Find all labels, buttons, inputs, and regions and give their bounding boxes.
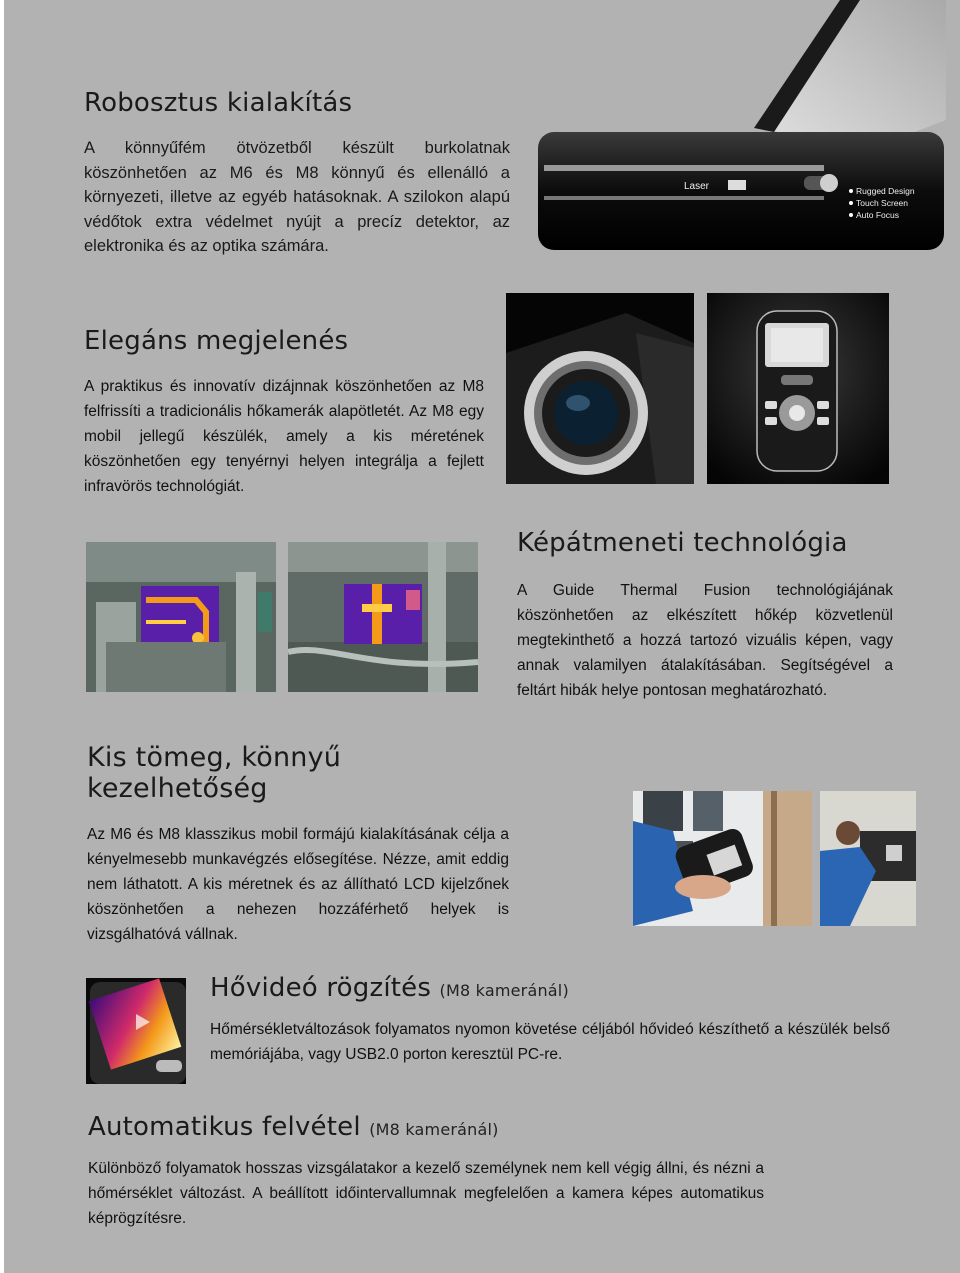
- handheld-device-photo: [707, 293, 889, 484]
- section-light: [87, 742, 509, 947]
- section-body: Hőmérsékletváltozások folyamatos nyomon követése céljából hővideó készíthető a készülék belső memóriájába, vagy USB2.0 porton keresztül PC-re.: [210, 1021, 890, 1063]
- section-body: A könnyűfém ötvözetből készült burkolatnak köszönhetően az M6 és M8 könnyű és ellenálló a környezeti, illetve az egyéb hatásoknak. A szilokon alapú védőtok extra védelmet nyújt a precíz detektor, az elektronika és az optika számára.: [84, 139, 510, 255]
- lens-photo: [506, 293, 694, 484]
- thermal-fusion-photo-2: [288, 542, 478, 692]
- feature-label: Auto Focus: [856, 210, 899, 220]
- section-title: Képátmeneti technológia: [517, 528, 848, 558]
- section-title-text: Automatikus felvétel: [88, 1112, 361, 1142]
- section-title: [210, 973, 890, 1003]
- feature-label: Rugged Design: [856, 186, 915, 196]
- laser-label: Laser: [684, 181, 710, 192]
- section-body: Az M6 és M8 klasszikus mobil formájú kialakításának célja a kényelmesebb munkavégzés elősegítése. Nézze, amit eddig nem láthatott. A kis méretnek és az állítható LCD kijelzőnek köszönhetően a nehezen hozzáférhető helyek is vizsgálhatóvá vállnak.: [87, 826, 509, 943]
- thermal-fusion-photo-1: [86, 542, 276, 692]
- section-title: [88, 1112, 764, 1142]
- feature-label: Touch Screen: [856, 198, 908, 208]
- section-title: Robosztus kialakítás: [84, 88, 353, 118]
- section-fusion: [517, 528, 893, 703]
- section-title-text: Hővideó rögzítés: [210, 973, 432, 1003]
- section-title: Elegáns megjelenés: [84, 326, 349, 356]
- inspector-photo: [820, 791, 916, 926]
- section-title: Kis tömeg, könnyű kezelhetőség: [87, 742, 342, 804]
- section-title-note: (M8 kameránál): [369, 1120, 499, 1139]
- section-title-note: (M8 kameránál): [439, 981, 569, 1000]
- section-body: A Guide Thermal Fusion technológiájának köszönhetően az elkészített hőkép közvetlenül megtekinthető a hozzá tartozó vizuális képen, vagy annak valamilyen átalakításában. Segítségével a feltárt hibák helye pontosan meghatározható.: [517, 582, 893, 699]
- section-body: Különböző folyamatok hosszas vizsgálatakor a kezelő személynek nem kell végig állni, és nézni a hőmérséklet változást. A beállított időintervallumnak megfelelően a kamera képes automatikus képrögzítésre.: [88, 1160, 764, 1227]
- section-video: [210, 973, 890, 1067]
- hand-holding-device-photo: [633, 791, 812, 926]
- camera-side-photo: [538, 0, 946, 262]
- section-elegant: [84, 326, 484, 499]
- section-robust: [84, 88, 510, 259]
- section-body: A praktikus és innovatív dizájnnak köszönhetően az M8 felfrissíti a tradicionális hőkamerák alapötletét. Az M8 egy mobil jellegű készülék, amely a kis méretének köszönhetően egy tenyérnyi helyen integrálja a fejlett infravörös technológiát.: [84, 378, 484, 495]
- page-left-border: [0, 0, 4, 1273]
- thermal-video-photo: [86, 978, 186, 1084]
- section-auto: [88, 1112, 764, 1231]
